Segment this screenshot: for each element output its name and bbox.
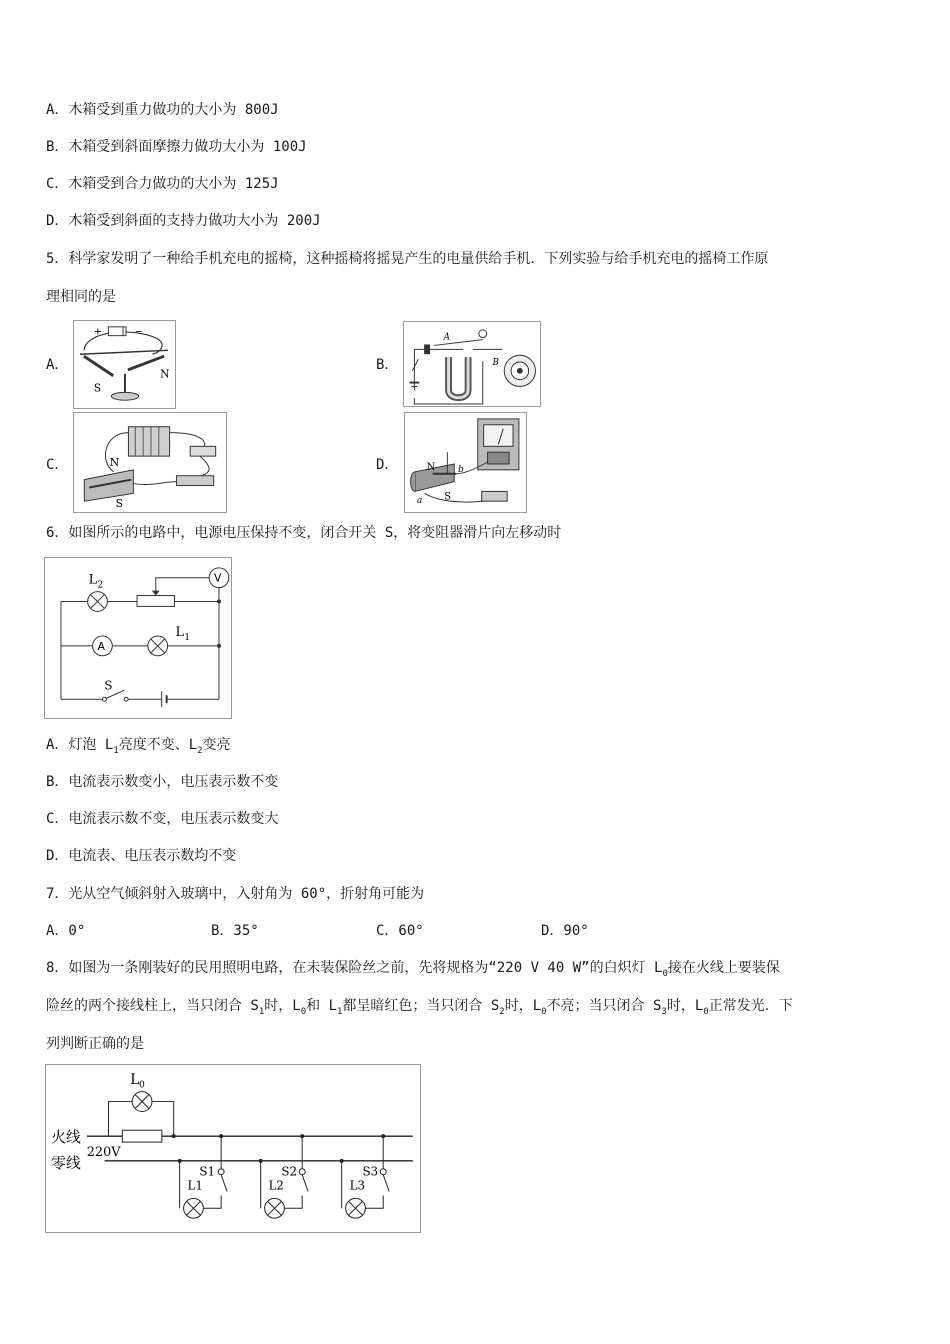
q6-option-c: C．电流表示数不变，电压表示数变大 <box>46 811 279 827</box>
q6-ammeter-label: A <box>97 639 105 653</box>
q7-choice-b: B．35° <box>211 923 259 939</box>
q6-l1-label: L <box>175 625 185 641</box>
q8-l2-label: L2 <box>268 1178 284 1193</box>
q8-l0-sub: 0 <box>139 1080 145 1091</box>
q7-choice-c: C．60° <box>376 923 424 939</box>
figa-s: S <box>93 381 102 395</box>
q6-circuit-figure <box>44 557 232 719</box>
q5-stem-line2: 理相同的是 <box>46 289 116 305</box>
figd-s: S <box>444 491 452 503</box>
q6-l2-label: L <box>88 572 98 588</box>
q8-stem-line3: 列判断正确的是 <box>46 1036 144 1052</box>
figa-plus: + <box>93 326 102 338</box>
q8-live-label: 火线 <box>51 1129 81 1147</box>
q5-figure-b <box>403 321 541 407</box>
q8-lighting-circuit-figure <box>45 1064 421 1233</box>
q6-l1-sub: 1 <box>184 632 191 643</box>
q5-figure-d <box>404 412 527 513</box>
q6-switch-label: S <box>104 678 113 693</box>
q8-neutral-label: 零线 <box>51 1154 81 1172</box>
figb-a: A <box>443 332 451 343</box>
q6-stem: 6．如图所示的电路中，电源电压保持不变，闭合开关 S，将变阻器滑片向左移动时 <box>46 525 562 541</box>
q8-s3-label: S3 <box>362 1164 379 1179</box>
q8-s2-label: S2 <box>281 1164 298 1179</box>
q4-option-b: B．木箱受到斜面摩擦力做功大小为 100J <box>46 139 307 155</box>
figd-b: b <box>458 464 464 475</box>
q8-stem-line2: 险丝的两个接线柱上，当只闭合 $S_1$时，$L_0$和 $L_1$都呈暗红色；当只闭合 $S_2$时，$L_0$不亮；当只闭合 $S_3$时，$L_0$正常发光．下 <box>46 998 793 1017</box>
figa-n: N <box>160 367 170 381</box>
q6-l2-sub: 2 <box>97 580 104 591</box>
q7-stem: 7．光从空气倾斜射入玻璃中，入射角为 60°，折射角可能为 <box>46 886 425 902</box>
q8-voltage-label: 220V <box>86 1144 121 1160</box>
q6-option-d: D．电流表、电压表示数均不变 <box>46 848 237 864</box>
q5-label-b: B． <box>376 357 399 373</box>
figd-n: N <box>426 461 436 473</box>
q7-choice-a: A．0° <box>46 923 86 939</box>
q6-option-b: B．电流表示数变小，电压表示数不变 <box>46 774 279 790</box>
q8-stem-line1: 8．如图为一条刚装好的民用照明电路，在未装保险丝之前，先将规格为“220 V 40 W”的白炽灯 $L_0$接在火线上要装保 <box>46 960 780 979</box>
q5-label-a: A． <box>46 357 69 373</box>
q5-label-d: D． <box>376 457 399 473</box>
q8-l3-label: L3 <box>349 1178 366 1193</box>
figc-n: N <box>109 455 120 469</box>
q5-figure-c <box>73 412 227 513</box>
q8-l1-label: L1 <box>187 1178 203 1193</box>
q8-s1-label: S1 <box>199 1164 216 1179</box>
q7-choice-d: D．90° <box>541 923 589 939</box>
q4-option-d: D．木箱受到斜面的支持力做功大小为 200J <box>46 213 321 229</box>
figa-minus: − <box>134 326 143 338</box>
figc-s: S <box>115 497 124 511</box>
q6-voltmeter-label: V <box>214 571 222 585</box>
q5-stem-line1: 5．科学家发明了一种给手机充电的摇椅，这种摇椅将摇晃产生的电量供给手机．下列实验与给手机充电的摇椅工作原 <box>46 251 769 267</box>
q4-option-a: A．木箱受到重力做功的大小为 800J <box>46 102 279 118</box>
q5-label-c: C． <box>46 457 69 473</box>
q6-option-a: A．灯泡 $L_1$亮度不变、$L_2$变亮 <box>46 737 231 756</box>
q8-l0-label: L <box>130 1071 140 1088</box>
figd-a: a <box>416 496 423 507</box>
figb-b: B <box>492 357 499 368</box>
q5-figure-a <box>73 320 176 409</box>
q4-option-c: C．木箱受到合力做功的大小为 125J <box>46 176 279 192</box>
